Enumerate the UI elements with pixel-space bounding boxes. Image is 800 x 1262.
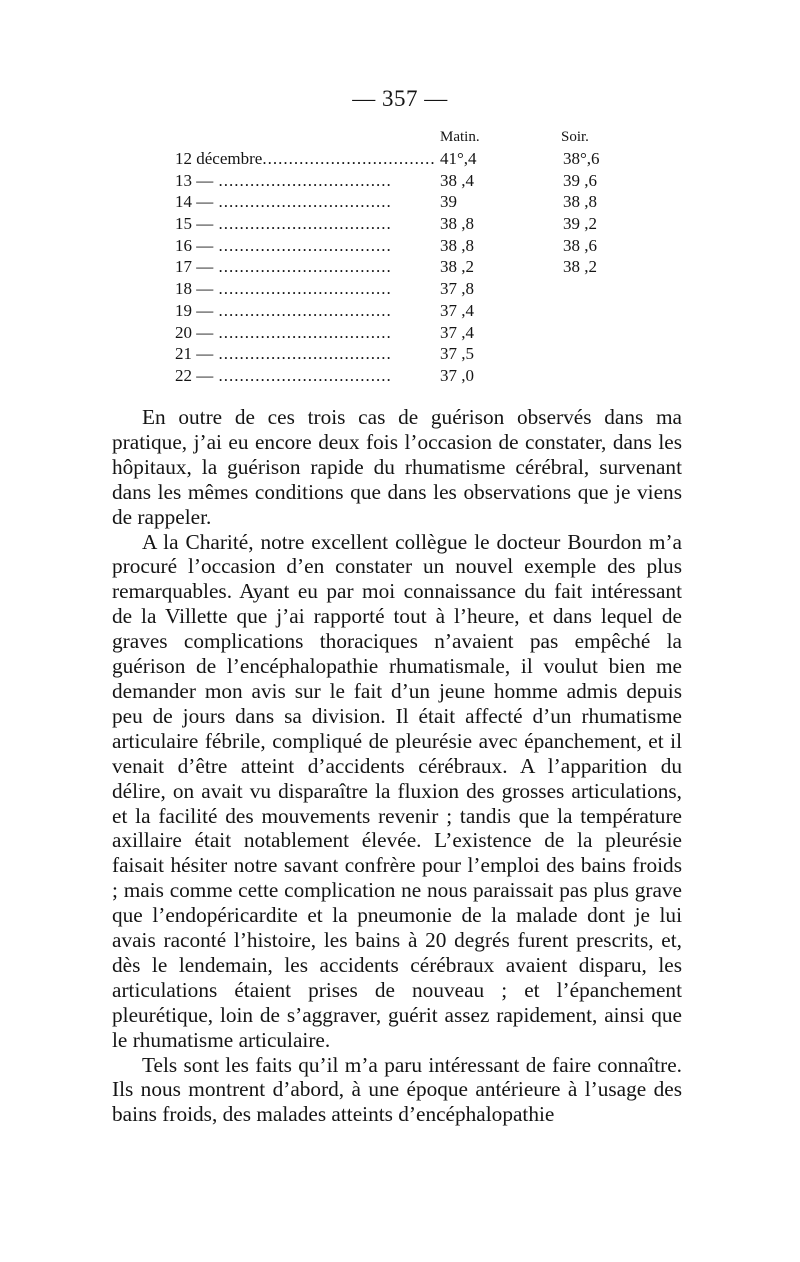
soir-value: 38 ,2 xyxy=(563,257,597,277)
date-label: 21 — xyxy=(175,344,214,364)
table-row xyxy=(0,323,800,345)
date-cell: 19 — ................................. xyxy=(175,300,392,320)
date-cell: 22 — ................................. xyxy=(175,365,392,385)
table-row xyxy=(0,301,800,323)
table-row xyxy=(0,257,800,279)
date-label: 14 — xyxy=(175,192,214,212)
soir-value: 39 ,6 xyxy=(563,170,597,190)
table-row xyxy=(0,236,800,258)
table-row xyxy=(0,344,800,366)
paragraph: En outre de ces trois cas de guérison observés dans ma pratique, j’ai eu encore deux fois l’occasion de constater, dans les hôpitaux, la guérison rapide du rhumatisme cérébral, survenant dans les mêmes conditions que dans les observations que je viens de rappeler. xyxy=(112,405,682,529)
matin-value: 38 ,2 xyxy=(440,257,474,277)
header-matin: Matin. xyxy=(440,129,480,145)
table-row xyxy=(0,192,800,214)
date-cell: 18 — ................................. xyxy=(175,279,392,299)
date-label: 12 décembre xyxy=(175,149,263,168)
table-row xyxy=(0,149,800,171)
date-cell: 12 décembre................................. xyxy=(175,149,436,168)
date-cell: 17 — ................................. xyxy=(175,257,392,277)
matin-value: 39 xyxy=(440,192,457,212)
date-label: 17 — xyxy=(175,257,214,277)
matin-value: 41°,4 xyxy=(440,149,477,168)
matin-value: 37 ,4 xyxy=(440,300,474,320)
table-row xyxy=(0,171,800,193)
paragraph: A la Charité, notre excellent collègue le docteur Bourdon m’a procuré l’occasion d’en constater un nouvel exemple des plus remarquables. Ayant eu par moi connaissance du fait intéressant de la Villette que j’ai rapporté tout à l’heure, et dans lequel de graves complications thoraciques n’avaient pas empêché la guérison de l’encéphalopathie rhumatismale, il voulut bien me demander mon avis sur le fait d’un jeune homme admis depuis peu de jours dans sa division. Il était affecté d’un rhumatisme articulaire fébrile, compliqué de pleurésie avec épanchement, et il venait d’être atteint d’accidents cérébraux. A l’apparition du délire, on avait vu disparaître la fluxion des grosses articulations, et la facilité des mouvements revenir ; tandis que la température axillaire était notablement élevée. L’existence de la pleurésie faisait hésiter notre savant confrère pour l’emploi des bains froids ; mais comme cette complication ne nous paraissait pas plus grave que l’endopéricardite et la pneumonie de la malade dont je lui avais raconté l’histoire, les bains à 20 degrés furent prescrits, et, dès le lendemain, les accidents cérébraux avaient disparu, les articulations étaient prises de nouveau ; et l’épanchement pleurétique, loin de s’aggraver, guérit assez rapidement, ainsi que le rhumatisme articulaire. xyxy=(112,529,682,1052)
date-label: 15 — xyxy=(175,214,214,234)
table-row xyxy=(0,366,800,388)
table-row xyxy=(0,279,800,301)
date-cell: 21 — ................................. xyxy=(175,344,392,364)
table-header xyxy=(0,127,800,149)
matin-value: 38 ,8 xyxy=(440,214,474,234)
date-label: 20 — xyxy=(175,322,214,342)
matin-value: 38 ,8 xyxy=(440,235,474,255)
date-cell: 20 — ................................. xyxy=(175,322,392,342)
matin-value: 37 ,4 xyxy=(440,322,474,342)
date-cell: 16 — ................................. xyxy=(175,235,392,255)
date-label: 13 — xyxy=(175,170,214,190)
matin-value: 37 ,0 xyxy=(440,365,474,385)
date-label: 19 — xyxy=(175,300,214,320)
matin-value: 37 ,8 xyxy=(440,279,474,299)
page-number: — 357 — xyxy=(352,86,448,111)
date-label: 18 — xyxy=(175,279,214,299)
header-soir: Soir. xyxy=(561,129,589,145)
soir-value: 38°,6 xyxy=(563,149,600,168)
temperature-table xyxy=(0,127,800,388)
table-row xyxy=(0,214,800,236)
soir-value: 38 ,6 xyxy=(563,235,597,255)
paragraph: Tels sont les faits qu’il m’a paru intéressant de faire connaître. Ils nous montrent d’abord, à une époque antérieure à l’usage des bains froids, des malades atteints d’encéphalopathie xyxy=(112,1052,682,1127)
soir-value: 39 ,2 xyxy=(563,214,597,234)
date-cell: 13 — ................................. xyxy=(175,170,392,190)
date-cell: 15 — ................................. xyxy=(175,214,392,234)
date-label: 22 — xyxy=(175,365,214,385)
matin-value: 38 ,4 xyxy=(440,170,474,190)
date-label: 16 — xyxy=(175,235,214,255)
matin-value: 37 ,5 xyxy=(440,344,474,364)
date-cell: 14 — ................................. xyxy=(175,192,392,212)
body-text xyxy=(112,405,682,1127)
soir-value: 38 ,8 xyxy=(563,192,597,212)
